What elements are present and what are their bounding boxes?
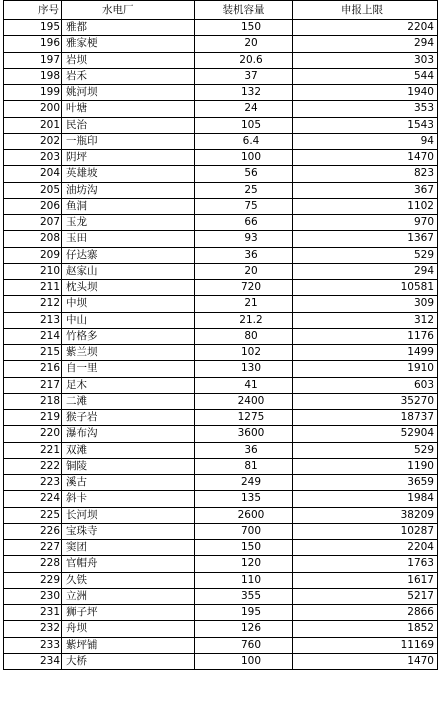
- table-row: [4, 475, 438, 491]
- cell-plant: 姚河坝: [62, 85, 195, 101]
- cell-limit: 1470: [293, 653, 438, 669]
- cell-seq: 231: [4, 605, 62, 621]
- cell-plant: 雅家梗: [62, 36, 195, 52]
- cell-limit: 10581: [293, 280, 438, 296]
- cell-limit: 823: [293, 166, 438, 182]
- cell-seq: 233: [4, 637, 62, 653]
- cell-seq: 204: [4, 166, 62, 182]
- cell-capacity: 81: [195, 458, 293, 474]
- cell-capacity: 355: [195, 588, 293, 604]
- cell-capacity: 36: [195, 442, 293, 458]
- cell-limit: 1617: [293, 572, 438, 588]
- table-row: [4, 540, 438, 556]
- cell-capacity: 2400: [195, 393, 293, 409]
- cell-plant: 自一里: [62, 361, 195, 377]
- cell-plant: 油坊沟: [62, 182, 195, 198]
- cell-limit: 529: [293, 247, 438, 263]
- cell-seq: 211: [4, 280, 62, 296]
- cell-seq: 222: [4, 458, 62, 474]
- cell-plant: 岩坝: [62, 52, 195, 68]
- cell-capacity: 110: [195, 572, 293, 588]
- cell-seq: 226: [4, 523, 62, 539]
- cell-seq: 232: [4, 621, 62, 637]
- cell-limit: 303: [293, 52, 438, 68]
- table-row: [4, 231, 438, 247]
- cell-limit: 35270: [293, 393, 438, 409]
- cell-limit: 294: [293, 263, 438, 279]
- table-row: [4, 621, 438, 637]
- cell-seq: 208: [4, 231, 62, 247]
- cell-seq: 213: [4, 312, 62, 328]
- cell-capacity: 700: [195, 523, 293, 539]
- table-row: [4, 166, 438, 182]
- header-row: [4, 1, 438, 20]
- cell-seq: 224: [4, 491, 62, 507]
- cell-capacity: 150: [195, 540, 293, 556]
- header-plant: 水电厂: [62, 1, 195, 20]
- cell-plant: 赵家山: [62, 263, 195, 279]
- cell-capacity: 150: [195, 20, 293, 36]
- table-row: [4, 101, 438, 117]
- cell-limit: 5217: [293, 588, 438, 604]
- cell-capacity: 100: [195, 150, 293, 166]
- table-row: [4, 133, 438, 149]
- cell-seq: 228: [4, 556, 62, 572]
- cell-seq: 225: [4, 507, 62, 523]
- cell-seq: 205: [4, 182, 62, 198]
- cell-limit: 309: [293, 296, 438, 312]
- cell-capacity: 126: [195, 621, 293, 637]
- cell-limit: 11169: [293, 637, 438, 653]
- cell-plant: 紫坪铺: [62, 637, 195, 653]
- cell-plant: 玉龙: [62, 215, 195, 231]
- cell-seq: 216: [4, 361, 62, 377]
- cell-limit: 1470: [293, 150, 438, 166]
- cell-seq: 221: [4, 442, 62, 458]
- cell-capacity: 3600: [195, 426, 293, 442]
- cell-capacity: 56: [195, 166, 293, 182]
- table-row: [4, 296, 438, 312]
- cell-limit: 2866: [293, 605, 438, 621]
- table-row: [4, 588, 438, 604]
- cell-capacity: 75: [195, 198, 293, 214]
- spreadsheet: [3, 0, 437, 670]
- cell-limit: 1852: [293, 621, 438, 637]
- cell-capacity: 100: [195, 653, 293, 669]
- table-row: [4, 312, 438, 328]
- cell-seq: 230: [4, 588, 62, 604]
- cell-plant: 长河坝: [62, 507, 195, 523]
- cell-limit: 367: [293, 182, 438, 198]
- cell-seq: 214: [4, 328, 62, 344]
- cell-seq: 203: [4, 150, 62, 166]
- cell-limit: 10287: [293, 523, 438, 539]
- cell-plant: 玉田: [62, 231, 195, 247]
- table-row: [4, 198, 438, 214]
- cell-plant: 大桥: [62, 653, 195, 669]
- table-row: [4, 442, 438, 458]
- cell-seq: 195: [4, 20, 62, 36]
- cell-plant: 二滩: [62, 393, 195, 409]
- table-body: [4, 20, 438, 670]
- cell-seq: 210: [4, 263, 62, 279]
- cell-plant: 枕头坝: [62, 280, 195, 296]
- table-row: [4, 345, 438, 361]
- cell-capacity: 93: [195, 231, 293, 247]
- header-seq: 序号: [4, 1, 62, 20]
- cell-limit: 1367: [293, 231, 438, 247]
- cell-limit: 1984: [293, 491, 438, 507]
- cell-plant: 久铁: [62, 572, 195, 588]
- cell-plant: 民治: [62, 117, 195, 133]
- cell-capacity: 102: [195, 345, 293, 361]
- table-row: [4, 52, 438, 68]
- cell-plant: 舟坝: [62, 621, 195, 637]
- table-row: [4, 182, 438, 198]
- cell-plant: 官帽舟: [62, 556, 195, 572]
- cell-seq: 220: [4, 426, 62, 442]
- cell-limit: 970: [293, 215, 438, 231]
- cell-capacity: 25: [195, 182, 293, 198]
- cell-plant: 立洲: [62, 588, 195, 604]
- cell-capacity: 66: [195, 215, 293, 231]
- cell-plant: 双滩: [62, 442, 195, 458]
- cell-seq: 202: [4, 133, 62, 149]
- cell-seq: 209: [4, 247, 62, 263]
- table-row: [4, 377, 438, 393]
- cell-limit: 1499: [293, 345, 438, 361]
- cell-plant: 铜陵: [62, 458, 195, 474]
- cell-seq: 215: [4, 345, 62, 361]
- cell-seq: 218: [4, 393, 62, 409]
- table-row: [4, 637, 438, 653]
- cell-seq: 196: [4, 36, 62, 52]
- cell-seq: 198: [4, 68, 62, 84]
- table-row: [4, 117, 438, 133]
- cell-limit: 1543: [293, 117, 438, 133]
- cell-plant: 鱼洞: [62, 198, 195, 214]
- cell-plant: 瀑布沟: [62, 426, 195, 442]
- cell-limit: 603: [293, 377, 438, 393]
- cell-limit: 312: [293, 312, 438, 328]
- cell-plant: 竹格多: [62, 328, 195, 344]
- table-row: [4, 491, 438, 507]
- cell-limit: 294: [293, 36, 438, 52]
- cell-seq: 229: [4, 572, 62, 588]
- cell-plant: 雅都: [62, 20, 195, 36]
- cell-limit: 3659: [293, 475, 438, 491]
- table-row: [4, 361, 438, 377]
- cell-limit: 94: [293, 133, 438, 149]
- cell-capacity: 20: [195, 36, 293, 52]
- cell-limit: 1190: [293, 458, 438, 474]
- table-row: [4, 410, 438, 426]
- cell-limit: 1763: [293, 556, 438, 572]
- cell-plant: 中山: [62, 312, 195, 328]
- cell-seq: 227: [4, 540, 62, 556]
- table-row: [4, 523, 438, 539]
- cell-plant: 叶塘: [62, 101, 195, 117]
- cell-plant: 猴子岩: [62, 410, 195, 426]
- cell-capacity: 2600: [195, 507, 293, 523]
- cell-capacity: 20: [195, 263, 293, 279]
- cell-capacity: 249: [195, 475, 293, 491]
- cell-plant: 岩禾: [62, 68, 195, 84]
- cell-capacity: 760: [195, 637, 293, 653]
- cell-limit: 1910: [293, 361, 438, 377]
- cell-limit: 2204: [293, 20, 438, 36]
- cell-capacity: 105: [195, 117, 293, 133]
- cell-seq: 200: [4, 101, 62, 117]
- cell-plant: 狮子坪: [62, 605, 195, 621]
- cell-limit: 1176: [293, 328, 438, 344]
- cell-seq: 207: [4, 215, 62, 231]
- cell-limit: 529: [293, 442, 438, 458]
- cell-plant: 仔达寨: [62, 247, 195, 263]
- cell-limit: 18737: [293, 410, 438, 426]
- table-row: [4, 556, 438, 572]
- cell-plant: 斜卡: [62, 491, 195, 507]
- cell-capacity: 135: [195, 491, 293, 507]
- cell-capacity: 80: [195, 328, 293, 344]
- table-row: [4, 280, 438, 296]
- table-row: [4, 85, 438, 101]
- cell-capacity: 1275: [195, 410, 293, 426]
- table-row: [4, 507, 438, 523]
- cell-seq: 206: [4, 198, 62, 214]
- cell-capacity: 6.4: [195, 133, 293, 149]
- cell-seq: 223: [4, 475, 62, 491]
- table-row: [4, 426, 438, 442]
- cell-plant: 宝珠寺: [62, 523, 195, 539]
- table-row: [4, 458, 438, 474]
- cell-capacity: 195: [195, 605, 293, 621]
- table-row: [4, 605, 438, 621]
- cell-seq: 219: [4, 410, 62, 426]
- cell-limit: 2204: [293, 540, 438, 556]
- table-row: [4, 36, 438, 52]
- table-row: [4, 263, 438, 279]
- cell-limit: 544: [293, 68, 438, 84]
- cell-limit: 52904: [293, 426, 438, 442]
- table-row: [4, 20, 438, 36]
- cell-plant: 阴坪: [62, 150, 195, 166]
- cell-seq: 234: [4, 653, 62, 669]
- cell-seq: 201: [4, 117, 62, 133]
- cell-seq: 197: [4, 52, 62, 68]
- cell-limit: 1102: [293, 198, 438, 214]
- cell-plant: 英雄坡: [62, 166, 195, 182]
- cell-plant: 窦团: [62, 540, 195, 556]
- header-limit: 申报上限: [293, 1, 438, 20]
- hydropower-table: [3, 0, 438, 670]
- cell-capacity: 24: [195, 101, 293, 117]
- cell-capacity: 37: [195, 68, 293, 84]
- cell-capacity: 36: [195, 247, 293, 263]
- cell-plant: 足木: [62, 377, 195, 393]
- cell-capacity: 41: [195, 377, 293, 393]
- cell-plant: 中坝: [62, 296, 195, 312]
- table-row: [4, 68, 438, 84]
- cell-limit: 38209: [293, 507, 438, 523]
- table-row: [4, 215, 438, 231]
- cell-capacity: 132: [195, 85, 293, 101]
- table-row: [4, 247, 438, 263]
- header-capacity: 装机容量: [195, 1, 293, 20]
- cell-capacity: 21.2: [195, 312, 293, 328]
- cell-capacity: 120: [195, 556, 293, 572]
- cell-seq: 212: [4, 296, 62, 312]
- table-row: [4, 150, 438, 166]
- cell-capacity: 720: [195, 280, 293, 296]
- cell-plant: 紫兰坝: [62, 345, 195, 361]
- cell-limit: 353: [293, 101, 438, 117]
- cell-capacity: 21: [195, 296, 293, 312]
- cell-plant: 一瓶印: [62, 133, 195, 149]
- table-row: [4, 653, 438, 669]
- cell-limit: 1940: [293, 85, 438, 101]
- cell-seq: 217: [4, 377, 62, 393]
- cell-seq: 199: [4, 85, 62, 101]
- cell-capacity: 130: [195, 361, 293, 377]
- table-row: [4, 572, 438, 588]
- table-row: [4, 328, 438, 344]
- cell-plant: 溪古: [62, 475, 195, 491]
- table-row: [4, 393, 438, 409]
- cell-capacity: 20.6: [195, 52, 293, 68]
